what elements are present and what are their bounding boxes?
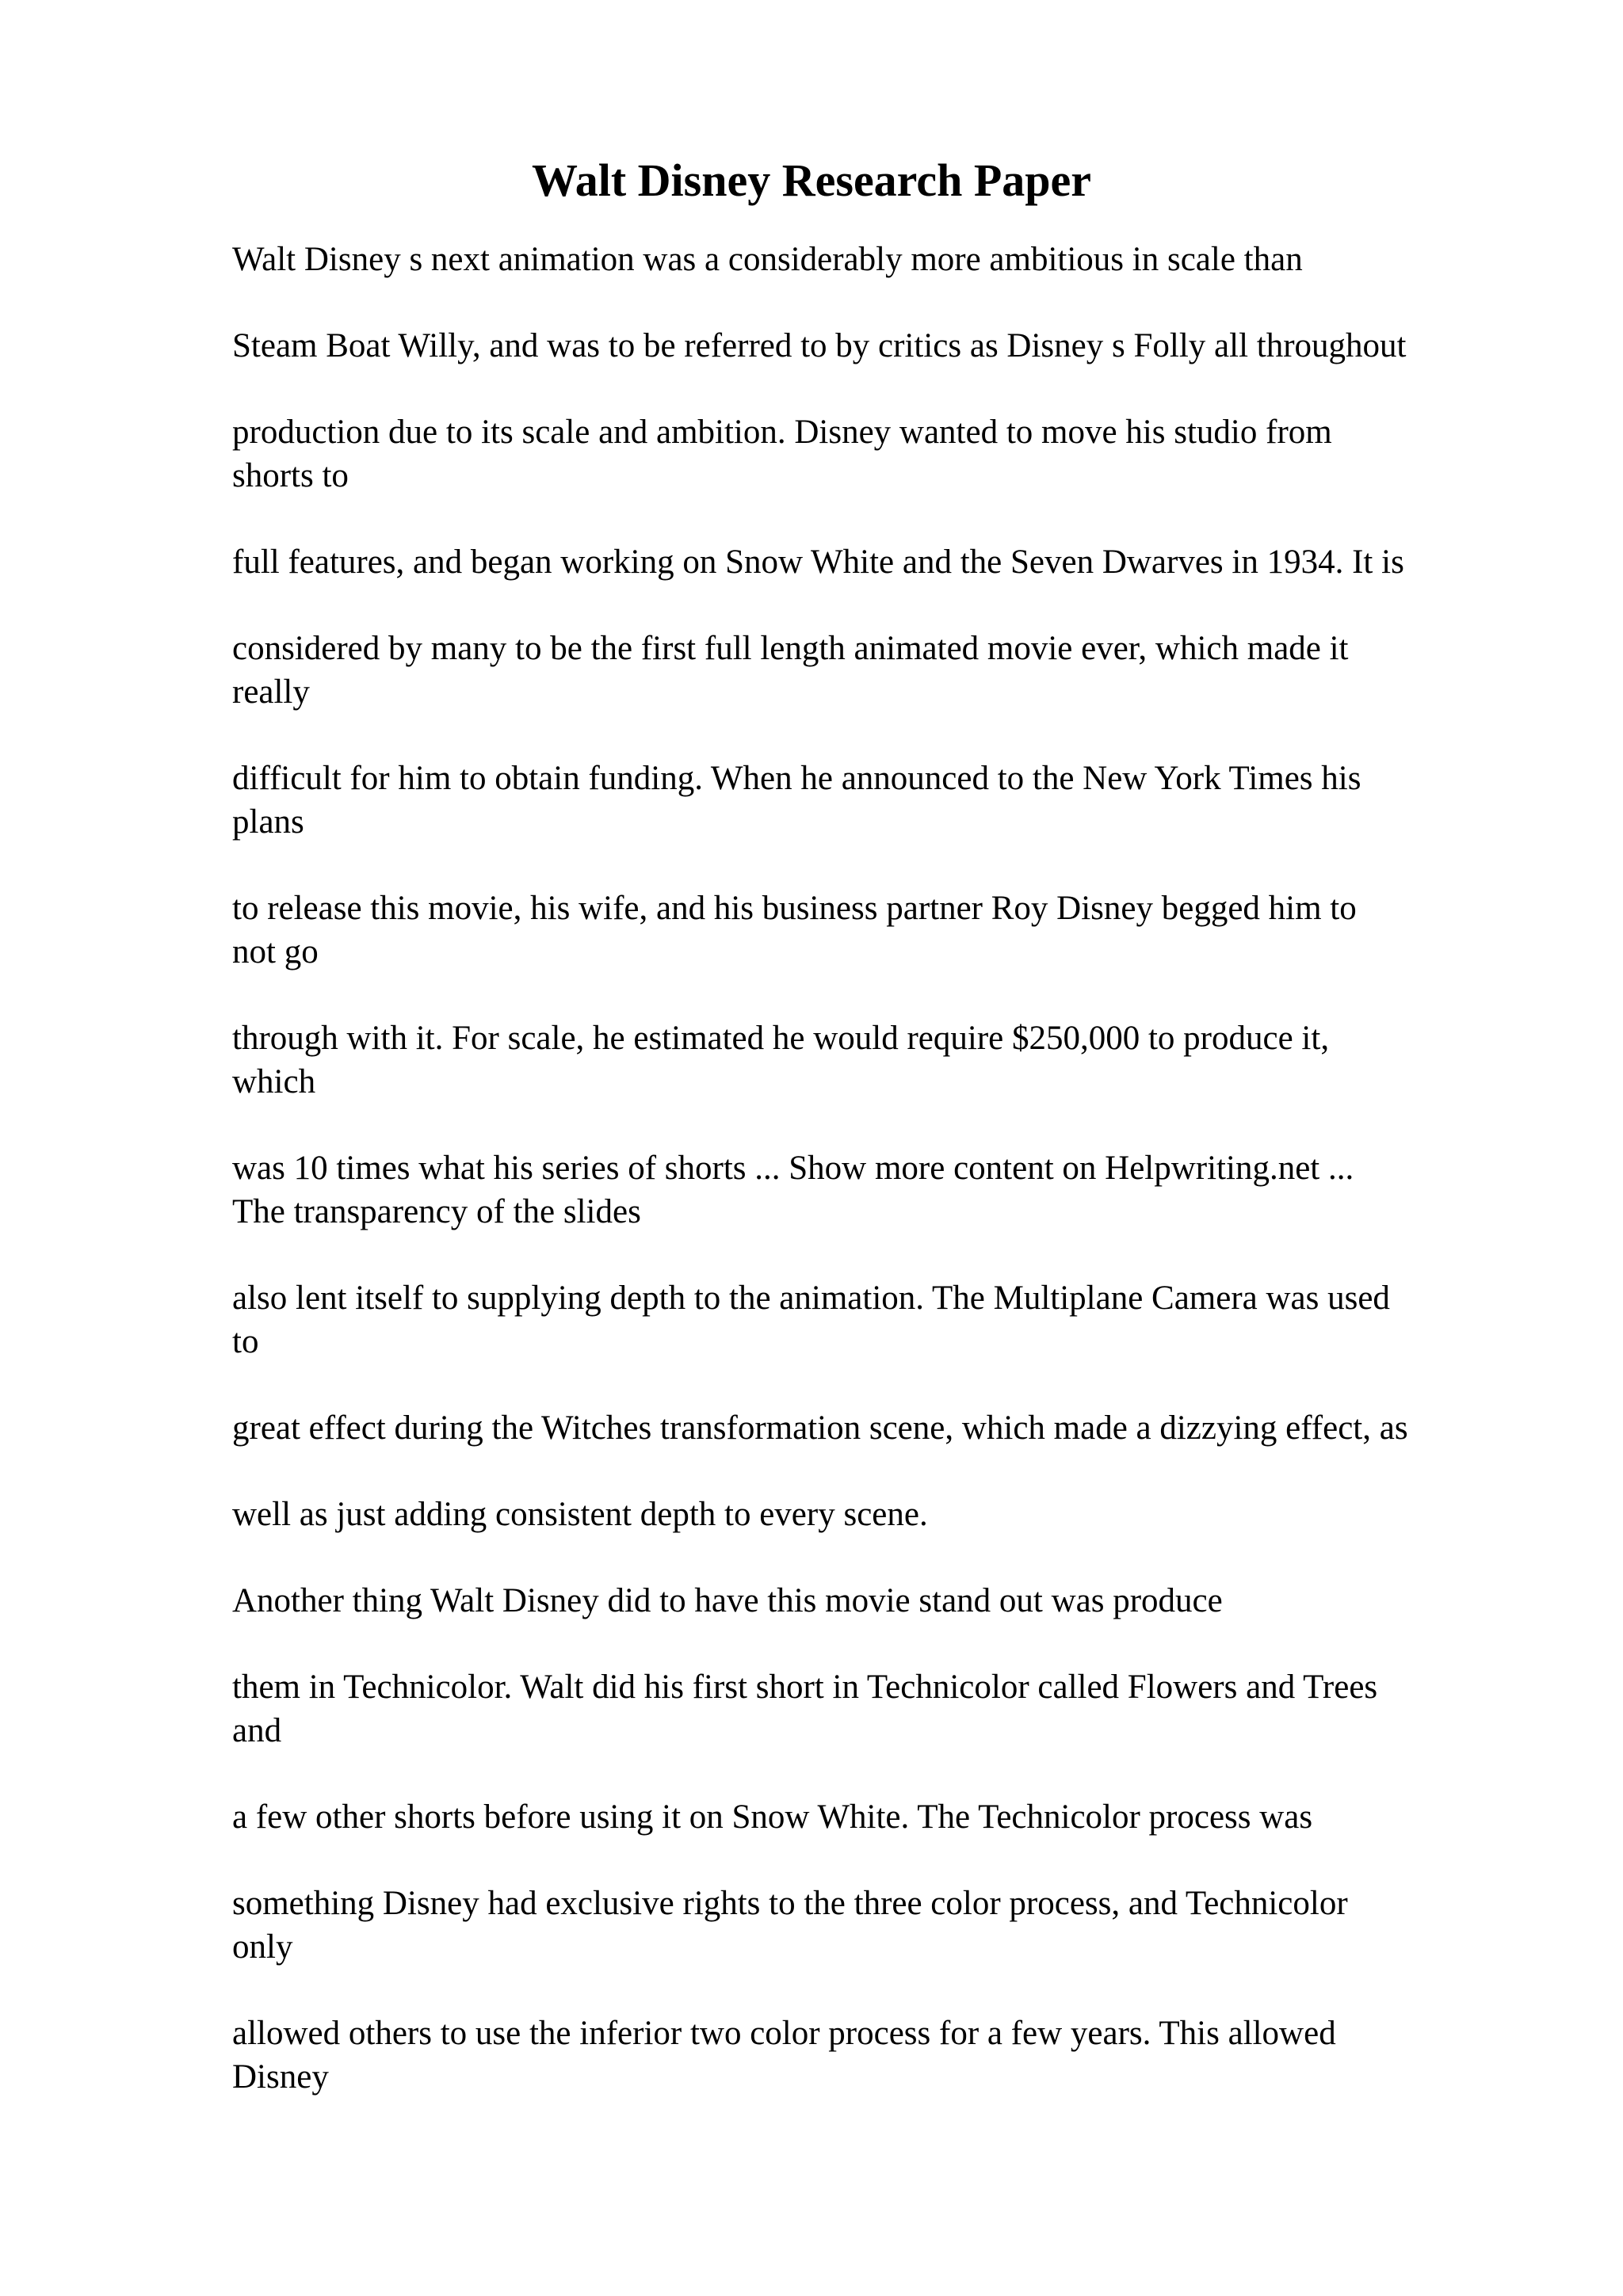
paragraph: a few other shorts before using it on Snow White. The Technicolor process was [232,1798,1313,1836]
paragraph: great effect during the Witches transformation scene, which made a dizzying effect, as [232,1409,1408,1447]
paragraph: full features, and began working on Snow White and the Seven Dwarves in 1934. It is [232,543,1404,581]
paragraph: considered by many to be the first full length animated movie ever, which made it really [232,630,1349,711]
paragraph: Steam Boat Willy, and was to be referred to by critics as Disney s Folly all throughout [232,327,1407,364]
paragraph: something Disney had exclusive rights to the three color process, and Technicolor only [232,1885,1348,1966]
paragraph: also lent itself to supplying depth to the animation. The Multiplane Camera was used to [232,1280,1390,1360]
paragraph: production due to its scale and ambition. Disney wanted to move his studio from shorts to [232,414,1332,494]
paragraph: allowed others to use the inferior two color process for a few years. This allowed Disney [232,2015,1336,2096]
paragraph: well as just adding consistent depth to every scene. [232,1496,928,1533]
paragraph: them in Technicolor. Walt did his first short in Technicolor called Flowers and Trees and [232,1669,1378,1749]
document-title: Walt Disney Research Paper [531,154,1092,206]
paragraph: Walt Disney s next animation was a considerably more ambitious in scale than [232,241,1303,278]
paragraph: to release this movie, his wife, and his business partner Roy Disney begged him to not go [232,890,1357,971]
paragraph: Another thing Walt Disney did to have this movie stand out was produce [232,1582,1223,1619]
document-body [232,238,1532,2142]
paragraph: was 10 times what his series of shorts ... Show more content on Helpwriting.net ... The transparency of the slides [232,1150,1354,1230]
paragraph: difficult for him to obtain funding. When he announced to the New York Times his plans [232,760,1361,841]
paragraph: through with it. For scale, he estimated he would require $250,000 to produce it, which [232,1020,1330,1100]
